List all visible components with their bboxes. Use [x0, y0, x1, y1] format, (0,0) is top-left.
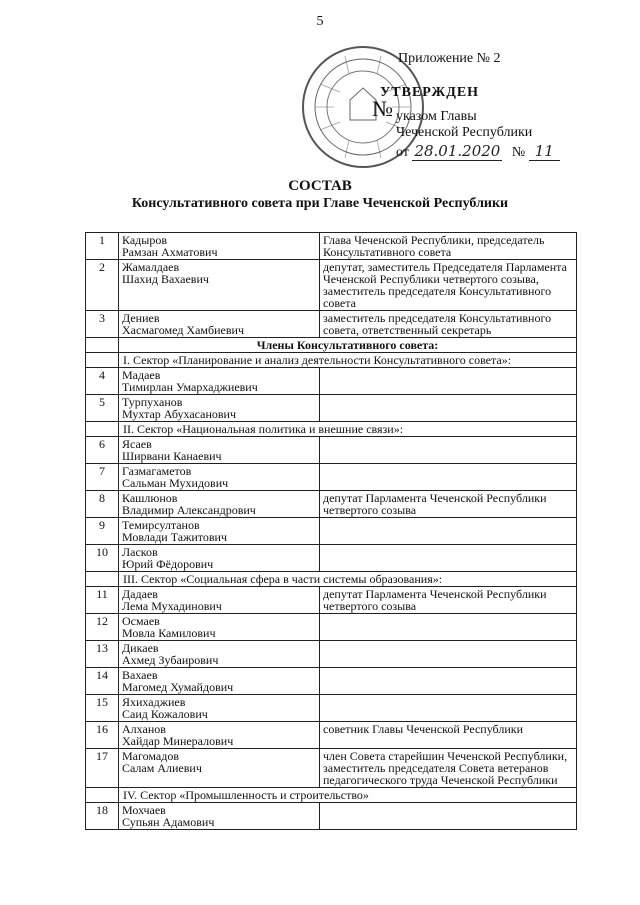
members-header: Члены Консультативного совета: [119, 338, 577, 353]
member-full-name [119, 368, 320, 395]
member-position [320, 395, 577, 422]
table-row [86, 464, 577, 491]
member-name: Саид Кожалович [122, 707, 208, 721]
member-number: 13 [86, 641, 119, 668]
member-number: 4 [86, 368, 119, 395]
member-position [320, 545, 577, 572]
member-position [320, 368, 577, 395]
member-surname: Дениев [122, 311, 160, 325]
member-position [320, 641, 577, 668]
table-row [86, 491, 577, 518]
sector-title: I. Сектор «Планирование и анализ деятельности Консультативного совета»: [119, 353, 577, 368]
member-name: Юрий Фёдорович [122, 557, 214, 571]
member-full-name [119, 587, 320, 614]
member-position [320, 695, 577, 722]
member-number: 16 [86, 722, 119, 749]
table-row [86, 614, 577, 641]
member-number: 7 [86, 464, 119, 491]
table-row [86, 545, 577, 572]
member-name: Магомед Хумайдович [122, 680, 234, 694]
member-position [320, 464, 577, 491]
member-name: Шахид Вахаевич [122, 272, 209, 286]
member-surname: Ясаев [122, 437, 152, 451]
member-surname: Осмаев [122, 614, 160, 628]
empty-cell [86, 422, 119, 437]
table-row [86, 311, 577, 338]
table-row [86, 695, 577, 722]
member-position: советник Главы Чеченской Республики [320, 722, 577, 749]
member-position: член Совета старейшин Чеченской Республики, заместитель председателя Совета ветеранов педагогического труда Чеченской Республики [320, 749, 577, 788]
member-surname: Жамалдаев [122, 260, 180, 274]
member-surname: Газмагаметов [122, 464, 192, 478]
member-surname: Кадыров [122, 233, 168, 247]
page-number: 5 [316, 14, 324, 29]
member-surname: Мадаев [122, 368, 161, 382]
table-row [86, 260, 577, 311]
member-surname: Магомадов [122, 749, 179, 763]
member-full-name [119, 641, 320, 668]
table-row [86, 749, 577, 788]
member-name: Рамзан Ахматович [122, 245, 218, 259]
decree-line-2: Чеченской Республики [396, 125, 533, 140]
table-row [86, 437, 577, 464]
member-full-name [119, 545, 320, 572]
member-number: 15 [86, 695, 119, 722]
member-position: депутат Парламента Чеченской Республики четвертого созыва [320, 491, 577, 518]
table-row [86, 368, 577, 395]
member-full-name [119, 491, 320, 518]
member-full-name [119, 614, 320, 641]
sector-title-row [86, 422, 577, 437]
member-number: 6 [86, 437, 119, 464]
member-full-name [119, 464, 320, 491]
member-surname: Яхихаджиев [122, 695, 186, 709]
member-full-name [119, 749, 320, 788]
member-number: 17 [86, 749, 119, 788]
empty-cell [86, 788, 119, 803]
table-row [86, 722, 577, 749]
member-surname: Алханов [122, 722, 166, 736]
members-table-body [86, 233, 577, 830]
handwritten-date: 28.01.2020 [414, 142, 501, 160]
sector-title: II. Сектор «Национальная политика и внешние связи»: [119, 422, 577, 437]
member-name: Хайдар Минералович [122, 734, 234, 748]
member-name: Лема Мухадинович [122, 599, 222, 613]
member-full-name [119, 395, 320, 422]
member-number: 14 [86, 668, 119, 695]
table-row [86, 587, 577, 614]
decree-line-1: указом Главы [396, 109, 477, 124]
appendix-label: Приложение № 2 [398, 51, 501, 66]
member-position [320, 437, 577, 464]
member-position [320, 614, 577, 641]
member-full-name [119, 437, 320, 464]
member-name: Мовла Камилович [122, 626, 216, 640]
sector-title: III. Сектор «Социальная сфера в части системы образования»: [119, 572, 577, 587]
table-row [86, 641, 577, 668]
member-full-name [119, 518, 320, 545]
handwritten-number: 11 [529, 142, 560, 161]
number-label: № [511, 145, 526, 160]
table-row [86, 668, 577, 695]
member-surname: Турпуханов [122, 395, 183, 409]
member-surname: Мохчаев [122, 803, 166, 817]
members-header-row [86, 338, 577, 353]
table-row [86, 395, 577, 422]
member-surname: Ласков [122, 545, 158, 559]
member-name: Ахмед Зубаирович [122, 653, 219, 667]
document-title: СОСТАВ [288, 178, 352, 194]
member-number: 1 [86, 233, 119, 260]
council-members-table [85, 232, 577, 830]
member-full-name [119, 260, 320, 311]
member-number: 5 [86, 395, 119, 422]
member-full-name [119, 233, 320, 260]
member-number: 11 [86, 587, 119, 614]
member-number: 10 [86, 545, 119, 572]
member-name: Тимирлан Умархаджиевич [122, 380, 258, 394]
member-surname: Кашлюнов [122, 491, 178, 505]
member-position: депутат, заместитель Председателя Парламента Чеченской Республики четвертого созыва, заместитель председателя Консультативного совета [320, 260, 577, 311]
table-row [86, 518, 577, 545]
member-name: Салам Алиевич [122, 761, 202, 775]
sector-title-row [86, 353, 577, 368]
member-full-name [119, 668, 320, 695]
member-full-name [119, 311, 320, 338]
member-name: Владимир Александрович [122, 503, 256, 517]
empty-cell [86, 338, 119, 353]
sector-title-row [86, 572, 577, 587]
date-prefix: от [396, 145, 409, 160]
empty-cell [86, 353, 119, 368]
member-name: Мухтар Абухасанович [122, 407, 237, 421]
member-position: депутат Парламента Чеченской Республики четвертого созыва [320, 587, 577, 614]
empty-cell [86, 572, 119, 587]
member-number: 2 [86, 260, 119, 311]
member-name: Ширвани Канаевич [122, 449, 222, 463]
sector-title-row [86, 788, 577, 803]
member-surname: Дадаев [122, 587, 158, 601]
table-row [86, 233, 577, 260]
member-surname: Вахаев [122, 668, 158, 682]
document-subtitle: Консультативного совета при Главе Чеченской Республики [131, 196, 509, 211]
seal-number-sign: № [372, 96, 393, 121]
member-name: Мовлади Тажитович [122, 530, 227, 544]
member-name: Сальман Мухидович [122, 476, 229, 490]
member-number: 8 [86, 491, 119, 518]
member-surname: Дикаев [122, 641, 159, 655]
member-name: Супьян Адамович [122, 815, 215, 829]
member-position [320, 518, 577, 545]
member-surname: Темирсултанов [122, 518, 200, 532]
member-position [320, 668, 577, 695]
member-full-name [119, 722, 320, 749]
decree-date-line [396, 142, 560, 162]
member-number: 9 [86, 518, 119, 545]
approved-label: УТВЕРЖДЕН [380, 85, 480, 100]
table-row [86, 803, 577, 830]
member-name: Хасмагомед Хамбиевич [122, 323, 244, 337]
member-position [320, 803, 577, 830]
member-number: 18 [86, 803, 119, 830]
member-number: 3 [86, 311, 119, 338]
member-position: Глава Чеченской Республики, председатель Консультативного совета [320, 233, 577, 260]
member-position: заместитель председателя Консультативного совета, ответственный секретарь [320, 311, 577, 338]
member-number: 12 [86, 614, 119, 641]
sector-title: IV. Сектор «Промышленность и строительство» [119, 788, 577, 803]
member-full-name [119, 695, 320, 722]
member-full-name [119, 803, 320, 830]
